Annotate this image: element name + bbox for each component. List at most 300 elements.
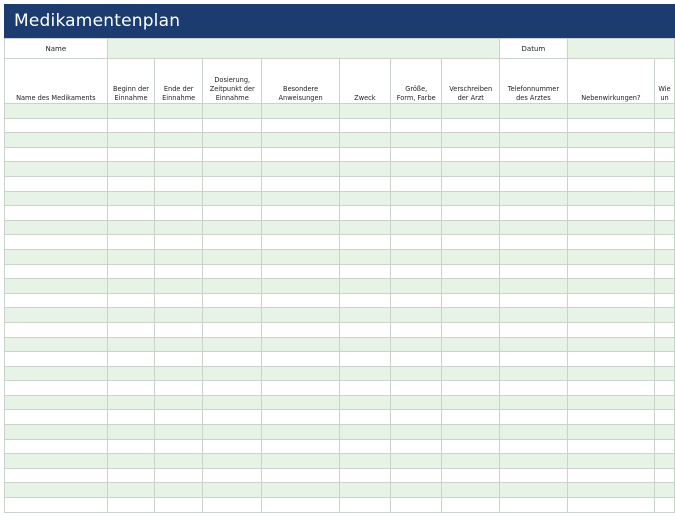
table-cell[interactable] <box>5 147 108 162</box>
table-cell[interactable] <box>500 191 568 206</box>
table-cell[interactable] <box>655 293 675 308</box>
table-cell[interactable] <box>262 498 339 513</box>
table-cell[interactable] <box>655 133 675 148</box>
table-cell[interactable] <box>339 498 390 513</box>
table-cell[interactable] <box>442 264 500 279</box>
table-cell[interactable] <box>203 352 262 367</box>
table-cell[interactable] <box>391 322 442 337</box>
table-cell[interactable] <box>391 220 442 235</box>
table-cell[interactable] <box>155 425 203 440</box>
table-cell[interactable] <box>107 454 155 469</box>
table-cell[interactable] <box>442 176 500 191</box>
table-cell[interactable] <box>391 264 442 279</box>
table-cell[interactable] <box>107 483 155 498</box>
table-cell[interactable] <box>339 395 390 410</box>
table-cell[interactable] <box>339 235 390 250</box>
table-cell[interactable] <box>5 308 108 323</box>
table-cell[interactable] <box>567 468 654 483</box>
table-cell[interactable] <box>5 498 108 513</box>
table-cell[interactable] <box>391 118 442 133</box>
table-cell[interactable] <box>339 352 390 367</box>
table-cell[interactable] <box>203 264 262 279</box>
table-cell[interactable] <box>442 337 500 352</box>
table-cell[interactable] <box>5 249 108 264</box>
table-cell[interactable] <box>339 279 390 294</box>
table-cell[interactable] <box>655 308 675 323</box>
table-cell[interactable] <box>655 498 675 513</box>
table-cell[interactable] <box>339 293 390 308</box>
table-cell[interactable] <box>107 104 155 119</box>
table-cell[interactable] <box>567 279 654 294</box>
table-cell[interactable] <box>5 468 108 483</box>
table-cell[interactable] <box>655 176 675 191</box>
table-cell[interactable] <box>567 104 654 119</box>
table-cell[interactable] <box>391 206 442 221</box>
table-cell[interactable] <box>500 133 568 148</box>
table-cell[interactable] <box>155 162 203 177</box>
table-cell[interactable] <box>655 220 675 235</box>
table-cell[interactable] <box>391 104 442 119</box>
table-cell[interactable] <box>567 147 654 162</box>
table-cell[interactable] <box>655 235 675 250</box>
table-cell[interactable] <box>339 147 390 162</box>
table-cell[interactable] <box>107 162 155 177</box>
table-cell[interactable] <box>262 206 339 221</box>
table-cell[interactable] <box>107 147 155 162</box>
table-cell[interactable] <box>107 352 155 367</box>
table-cell[interactable] <box>107 425 155 440</box>
table-cell[interactable] <box>203 191 262 206</box>
table-cell[interactable] <box>567 352 654 367</box>
table-cell[interactable] <box>203 220 262 235</box>
table-cell[interactable] <box>500 366 568 381</box>
table-cell[interactable] <box>500 410 568 425</box>
table-cell[interactable] <box>262 162 339 177</box>
table-cell[interactable] <box>155 468 203 483</box>
table-cell[interactable] <box>567 425 654 440</box>
name-field[interactable] <box>107 39 499 59</box>
table-cell[interactable] <box>500 425 568 440</box>
table-cell[interactable] <box>107 133 155 148</box>
table-cell[interactable] <box>339 468 390 483</box>
table-cell[interactable] <box>203 147 262 162</box>
table-cell[interactable] <box>339 439 390 454</box>
table-cell[interactable] <box>5 206 108 221</box>
table-cell[interactable] <box>442 352 500 367</box>
table-cell[interactable] <box>155 352 203 367</box>
table-cell[interactable] <box>500 308 568 323</box>
table-cell[interactable] <box>442 454 500 469</box>
table-cell[interactable] <box>155 483 203 498</box>
table-cell[interactable] <box>655 395 675 410</box>
table-cell[interactable] <box>155 264 203 279</box>
table-cell[interactable] <box>567 133 654 148</box>
table-cell[interactable] <box>203 425 262 440</box>
table-cell[interactable] <box>339 425 390 440</box>
table-cell[interactable] <box>500 381 568 396</box>
table-cell[interactable] <box>5 264 108 279</box>
table-cell[interactable] <box>262 322 339 337</box>
table-cell[interactable] <box>442 279 500 294</box>
table-cell[interactable] <box>567 118 654 133</box>
table-cell[interactable] <box>155 279 203 294</box>
table-cell[interactable] <box>262 337 339 352</box>
table-cell[interactable] <box>155 381 203 396</box>
table-cell[interactable] <box>107 220 155 235</box>
table-cell[interactable] <box>107 176 155 191</box>
table-cell[interactable] <box>203 498 262 513</box>
table-cell[interactable] <box>442 235 500 250</box>
table-cell[interactable] <box>655 322 675 337</box>
table-cell[interactable] <box>339 483 390 498</box>
table-cell[interactable] <box>203 206 262 221</box>
table-cell[interactable] <box>5 162 108 177</box>
table-cell[interactable] <box>442 118 500 133</box>
table-cell[interactable] <box>655 454 675 469</box>
table-cell[interactable] <box>5 454 108 469</box>
table-cell[interactable] <box>442 322 500 337</box>
table-cell[interactable] <box>391 337 442 352</box>
table-cell[interactable] <box>655 118 675 133</box>
table-cell[interactable] <box>107 235 155 250</box>
table-cell[interactable] <box>5 220 108 235</box>
table-cell[interactable] <box>5 133 108 148</box>
table-cell[interactable] <box>655 104 675 119</box>
table-cell[interactable] <box>5 381 108 396</box>
table-cell[interactable] <box>567 220 654 235</box>
table-cell[interactable] <box>5 293 108 308</box>
table-cell[interactable] <box>391 410 442 425</box>
table-cell[interactable] <box>203 483 262 498</box>
table-cell[interactable] <box>391 381 442 396</box>
table-cell[interactable] <box>567 293 654 308</box>
table-cell[interactable] <box>391 468 442 483</box>
table-cell[interactable] <box>567 176 654 191</box>
table-cell[interactable] <box>203 235 262 250</box>
table-cell[interactable] <box>567 454 654 469</box>
table-cell[interactable] <box>442 395 500 410</box>
table-cell[interactable] <box>567 366 654 381</box>
table-cell[interactable] <box>155 249 203 264</box>
table-cell[interactable] <box>203 366 262 381</box>
table-cell[interactable] <box>339 118 390 133</box>
table-cell[interactable] <box>567 264 654 279</box>
table-cell[interactable] <box>391 425 442 440</box>
table-cell[interactable] <box>262 264 339 279</box>
table-cell[interactable] <box>339 381 390 396</box>
table-cell[interactable] <box>442 220 500 235</box>
table-cell[interactable] <box>391 293 442 308</box>
table-cell[interactable] <box>262 293 339 308</box>
table-cell[interactable] <box>5 410 108 425</box>
table-cell[interactable] <box>203 381 262 396</box>
table-cell[interactable] <box>203 439 262 454</box>
table-cell[interactable] <box>339 337 390 352</box>
table-cell[interactable] <box>567 308 654 323</box>
table-cell[interactable] <box>500 206 568 221</box>
table-cell[interactable] <box>655 279 675 294</box>
table-cell[interactable] <box>107 439 155 454</box>
table-cell[interactable] <box>203 322 262 337</box>
table-cell[interactable] <box>391 483 442 498</box>
table-cell[interactable] <box>203 293 262 308</box>
table-cell[interactable] <box>567 498 654 513</box>
table-cell[interactable] <box>567 249 654 264</box>
table-cell[interactable] <box>500 118 568 133</box>
table-cell[interactable] <box>339 454 390 469</box>
table-cell[interactable] <box>442 133 500 148</box>
table-cell[interactable] <box>391 279 442 294</box>
table-cell[interactable] <box>262 147 339 162</box>
table-cell[interactable] <box>655 337 675 352</box>
table-cell[interactable] <box>155 235 203 250</box>
table-cell[interactable] <box>262 425 339 440</box>
table-cell[interactable] <box>442 249 500 264</box>
table-cell[interactable] <box>107 249 155 264</box>
table-cell[interactable] <box>442 425 500 440</box>
table-cell[interactable] <box>339 249 390 264</box>
table-cell[interactable] <box>655 249 675 264</box>
table-cell[interactable] <box>442 147 500 162</box>
table-cell[interactable] <box>500 439 568 454</box>
table-cell[interactable] <box>442 308 500 323</box>
table-cell[interactable] <box>203 410 262 425</box>
table-cell[interactable] <box>5 337 108 352</box>
table-cell[interactable] <box>203 162 262 177</box>
table-cell[interactable] <box>391 176 442 191</box>
table-cell[interactable] <box>567 337 654 352</box>
table-cell[interactable] <box>203 104 262 119</box>
table-cell[interactable] <box>155 147 203 162</box>
table-cell[interactable] <box>107 322 155 337</box>
table-cell[interactable] <box>155 337 203 352</box>
table-cell[interactable] <box>442 162 500 177</box>
table-cell[interactable] <box>107 381 155 396</box>
table-cell[interactable] <box>500 104 568 119</box>
table-cell[interactable] <box>5 104 108 119</box>
table-cell[interactable] <box>391 454 442 469</box>
table-cell[interactable] <box>262 133 339 148</box>
table-cell[interactable] <box>262 366 339 381</box>
table-cell[interactable] <box>655 381 675 396</box>
table-cell[interactable] <box>155 118 203 133</box>
table-cell[interactable] <box>155 308 203 323</box>
table-cell[interactable] <box>155 439 203 454</box>
table-cell[interactable] <box>339 176 390 191</box>
table-cell[interactable] <box>391 162 442 177</box>
table-cell[interactable] <box>107 366 155 381</box>
table-cell[interactable] <box>655 162 675 177</box>
table-cell[interactable] <box>655 410 675 425</box>
table-cell[interactable] <box>5 279 108 294</box>
table-cell[interactable] <box>500 322 568 337</box>
table-cell[interactable] <box>500 337 568 352</box>
table-cell[interactable] <box>391 147 442 162</box>
table-cell[interactable] <box>500 162 568 177</box>
table-cell[interactable] <box>500 293 568 308</box>
table-cell[interactable] <box>442 439 500 454</box>
table-cell[interactable] <box>155 176 203 191</box>
table-cell[interactable] <box>262 439 339 454</box>
table-cell[interactable] <box>262 381 339 396</box>
table-cell[interactable] <box>203 454 262 469</box>
table-cell[interactable] <box>655 468 675 483</box>
table-cell[interactable] <box>567 381 654 396</box>
table-cell[interactable] <box>107 206 155 221</box>
table-cell[interactable] <box>391 133 442 148</box>
table-cell[interactable] <box>155 293 203 308</box>
table-cell[interactable] <box>442 498 500 513</box>
table-cell[interactable] <box>500 483 568 498</box>
table-cell[interactable] <box>262 235 339 250</box>
table-cell[interactable] <box>262 249 339 264</box>
table-cell[interactable] <box>391 249 442 264</box>
table-cell[interactable] <box>442 366 500 381</box>
table-cell[interactable] <box>655 147 675 162</box>
table-cell[interactable] <box>391 439 442 454</box>
table-cell[interactable] <box>155 220 203 235</box>
table-cell[interactable] <box>391 498 442 513</box>
table-cell[interactable] <box>107 293 155 308</box>
table-cell[interactable] <box>5 322 108 337</box>
table-cell[interactable] <box>442 104 500 119</box>
table-cell[interactable] <box>5 191 108 206</box>
table-cell[interactable] <box>339 264 390 279</box>
table-cell[interactable] <box>391 308 442 323</box>
table-cell[interactable] <box>262 279 339 294</box>
table-cell[interactable] <box>155 133 203 148</box>
table-cell[interactable] <box>391 366 442 381</box>
table-cell[interactable] <box>500 235 568 250</box>
table-cell[interactable] <box>5 118 108 133</box>
table-cell[interactable] <box>262 308 339 323</box>
table-cell[interactable] <box>155 191 203 206</box>
table-cell[interactable] <box>339 191 390 206</box>
table-cell[interactable] <box>567 410 654 425</box>
table-cell[interactable] <box>262 410 339 425</box>
table-cell[interactable] <box>655 425 675 440</box>
table-cell[interactable] <box>500 279 568 294</box>
table-cell[interactable] <box>500 264 568 279</box>
table-cell[interactable] <box>155 206 203 221</box>
table-cell[interactable] <box>339 162 390 177</box>
table-cell[interactable] <box>391 235 442 250</box>
table-cell[interactable] <box>107 337 155 352</box>
table-cell[interactable] <box>500 498 568 513</box>
table-cell[interactable] <box>567 439 654 454</box>
table-cell[interactable] <box>107 118 155 133</box>
table-cell[interactable] <box>655 352 675 367</box>
table-cell[interactable] <box>500 454 568 469</box>
table-cell[interactable] <box>442 293 500 308</box>
table-cell[interactable] <box>339 322 390 337</box>
table-cell[interactable] <box>5 483 108 498</box>
table-cell[interactable] <box>262 220 339 235</box>
table-cell[interactable] <box>655 191 675 206</box>
table-cell[interactable] <box>500 352 568 367</box>
table-cell[interactable] <box>5 235 108 250</box>
table-cell[interactable] <box>262 395 339 410</box>
table-cell[interactable] <box>262 454 339 469</box>
table-cell[interactable] <box>155 498 203 513</box>
table-cell[interactable] <box>567 235 654 250</box>
table-cell[interactable] <box>203 395 262 410</box>
table-cell[interactable] <box>500 147 568 162</box>
table-cell[interactable] <box>262 468 339 483</box>
table-cell[interactable] <box>339 133 390 148</box>
table-cell[interactable] <box>203 468 262 483</box>
table-cell[interactable] <box>155 104 203 119</box>
table-cell[interactable] <box>5 176 108 191</box>
table-cell[interactable] <box>107 498 155 513</box>
table-cell[interactable] <box>500 395 568 410</box>
table-cell[interactable] <box>107 395 155 410</box>
table-cell[interactable] <box>567 206 654 221</box>
table-cell[interactable] <box>203 118 262 133</box>
table-cell[interactable] <box>567 395 654 410</box>
table-cell[interactable] <box>655 206 675 221</box>
table-cell[interactable] <box>203 176 262 191</box>
table-cell[interactable] <box>655 366 675 381</box>
table-cell[interactable] <box>500 468 568 483</box>
table-cell[interactable] <box>442 381 500 396</box>
table-cell[interactable] <box>155 322 203 337</box>
table-cell[interactable] <box>107 468 155 483</box>
table-cell[interactable] <box>567 483 654 498</box>
table-cell[interactable] <box>5 395 108 410</box>
table-cell[interactable] <box>339 366 390 381</box>
table-cell[interactable] <box>5 439 108 454</box>
table-cell[interactable] <box>262 352 339 367</box>
table-cell[interactable] <box>203 133 262 148</box>
table-cell[interactable] <box>107 279 155 294</box>
table-cell[interactable] <box>339 410 390 425</box>
table-cell[interactable] <box>500 176 568 191</box>
table-cell[interactable] <box>203 337 262 352</box>
table-cell[interactable] <box>203 308 262 323</box>
table-cell[interactable] <box>339 104 390 119</box>
table-cell[interactable] <box>5 366 108 381</box>
table-cell[interactable] <box>155 410 203 425</box>
table-cell[interactable] <box>5 352 108 367</box>
table-cell[interactable] <box>391 395 442 410</box>
table-cell[interactable] <box>155 454 203 469</box>
table-cell[interactable] <box>203 249 262 264</box>
table-cell[interactable] <box>262 176 339 191</box>
table-cell[interactable] <box>155 395 203 410</box>
date-field[interactable] <box>567 39 674 59</box>
table-cell[interactable] <box>107 308 155 323</box>
table-cell[interactable] <box>262 191 339 206</box>
table-cell[interactable] <box>655 264 675 279</box>
table-cell[interactable] <box>262 483 339 498</box>
table-cell[interactable] <box>339 308 390 323</box>
table-cell[interactable] <box>5 425 108 440</box>
table-cell[interactable] <box>391 191 442 206</box>
table-cell[interactable] <box>500 220 568 235</box>
table-cell[interactable] <box>442 468 500 483</box>
table-cell[interactable] <box>567 322 654 337</box>
table-cell[interactable] <box>500 249 568 264</box>
table-cell[interactable] <box>262 118 339 133</box>
table-cell[interactable] <box>442 191 500 206</box>
table-cell[interactable] <box>442 483 500 498</box>
table-cell[interactable] <box>391 352 442 367</box>
table-cell[interactable] <box>567 191 654 206</box>
table-cell[interactable] <box>262 104 339 119</box>
table-cell[interactable] <box>442 206 500 221</box>
table-cell[interactable] <box>655 439 675 454</box>
